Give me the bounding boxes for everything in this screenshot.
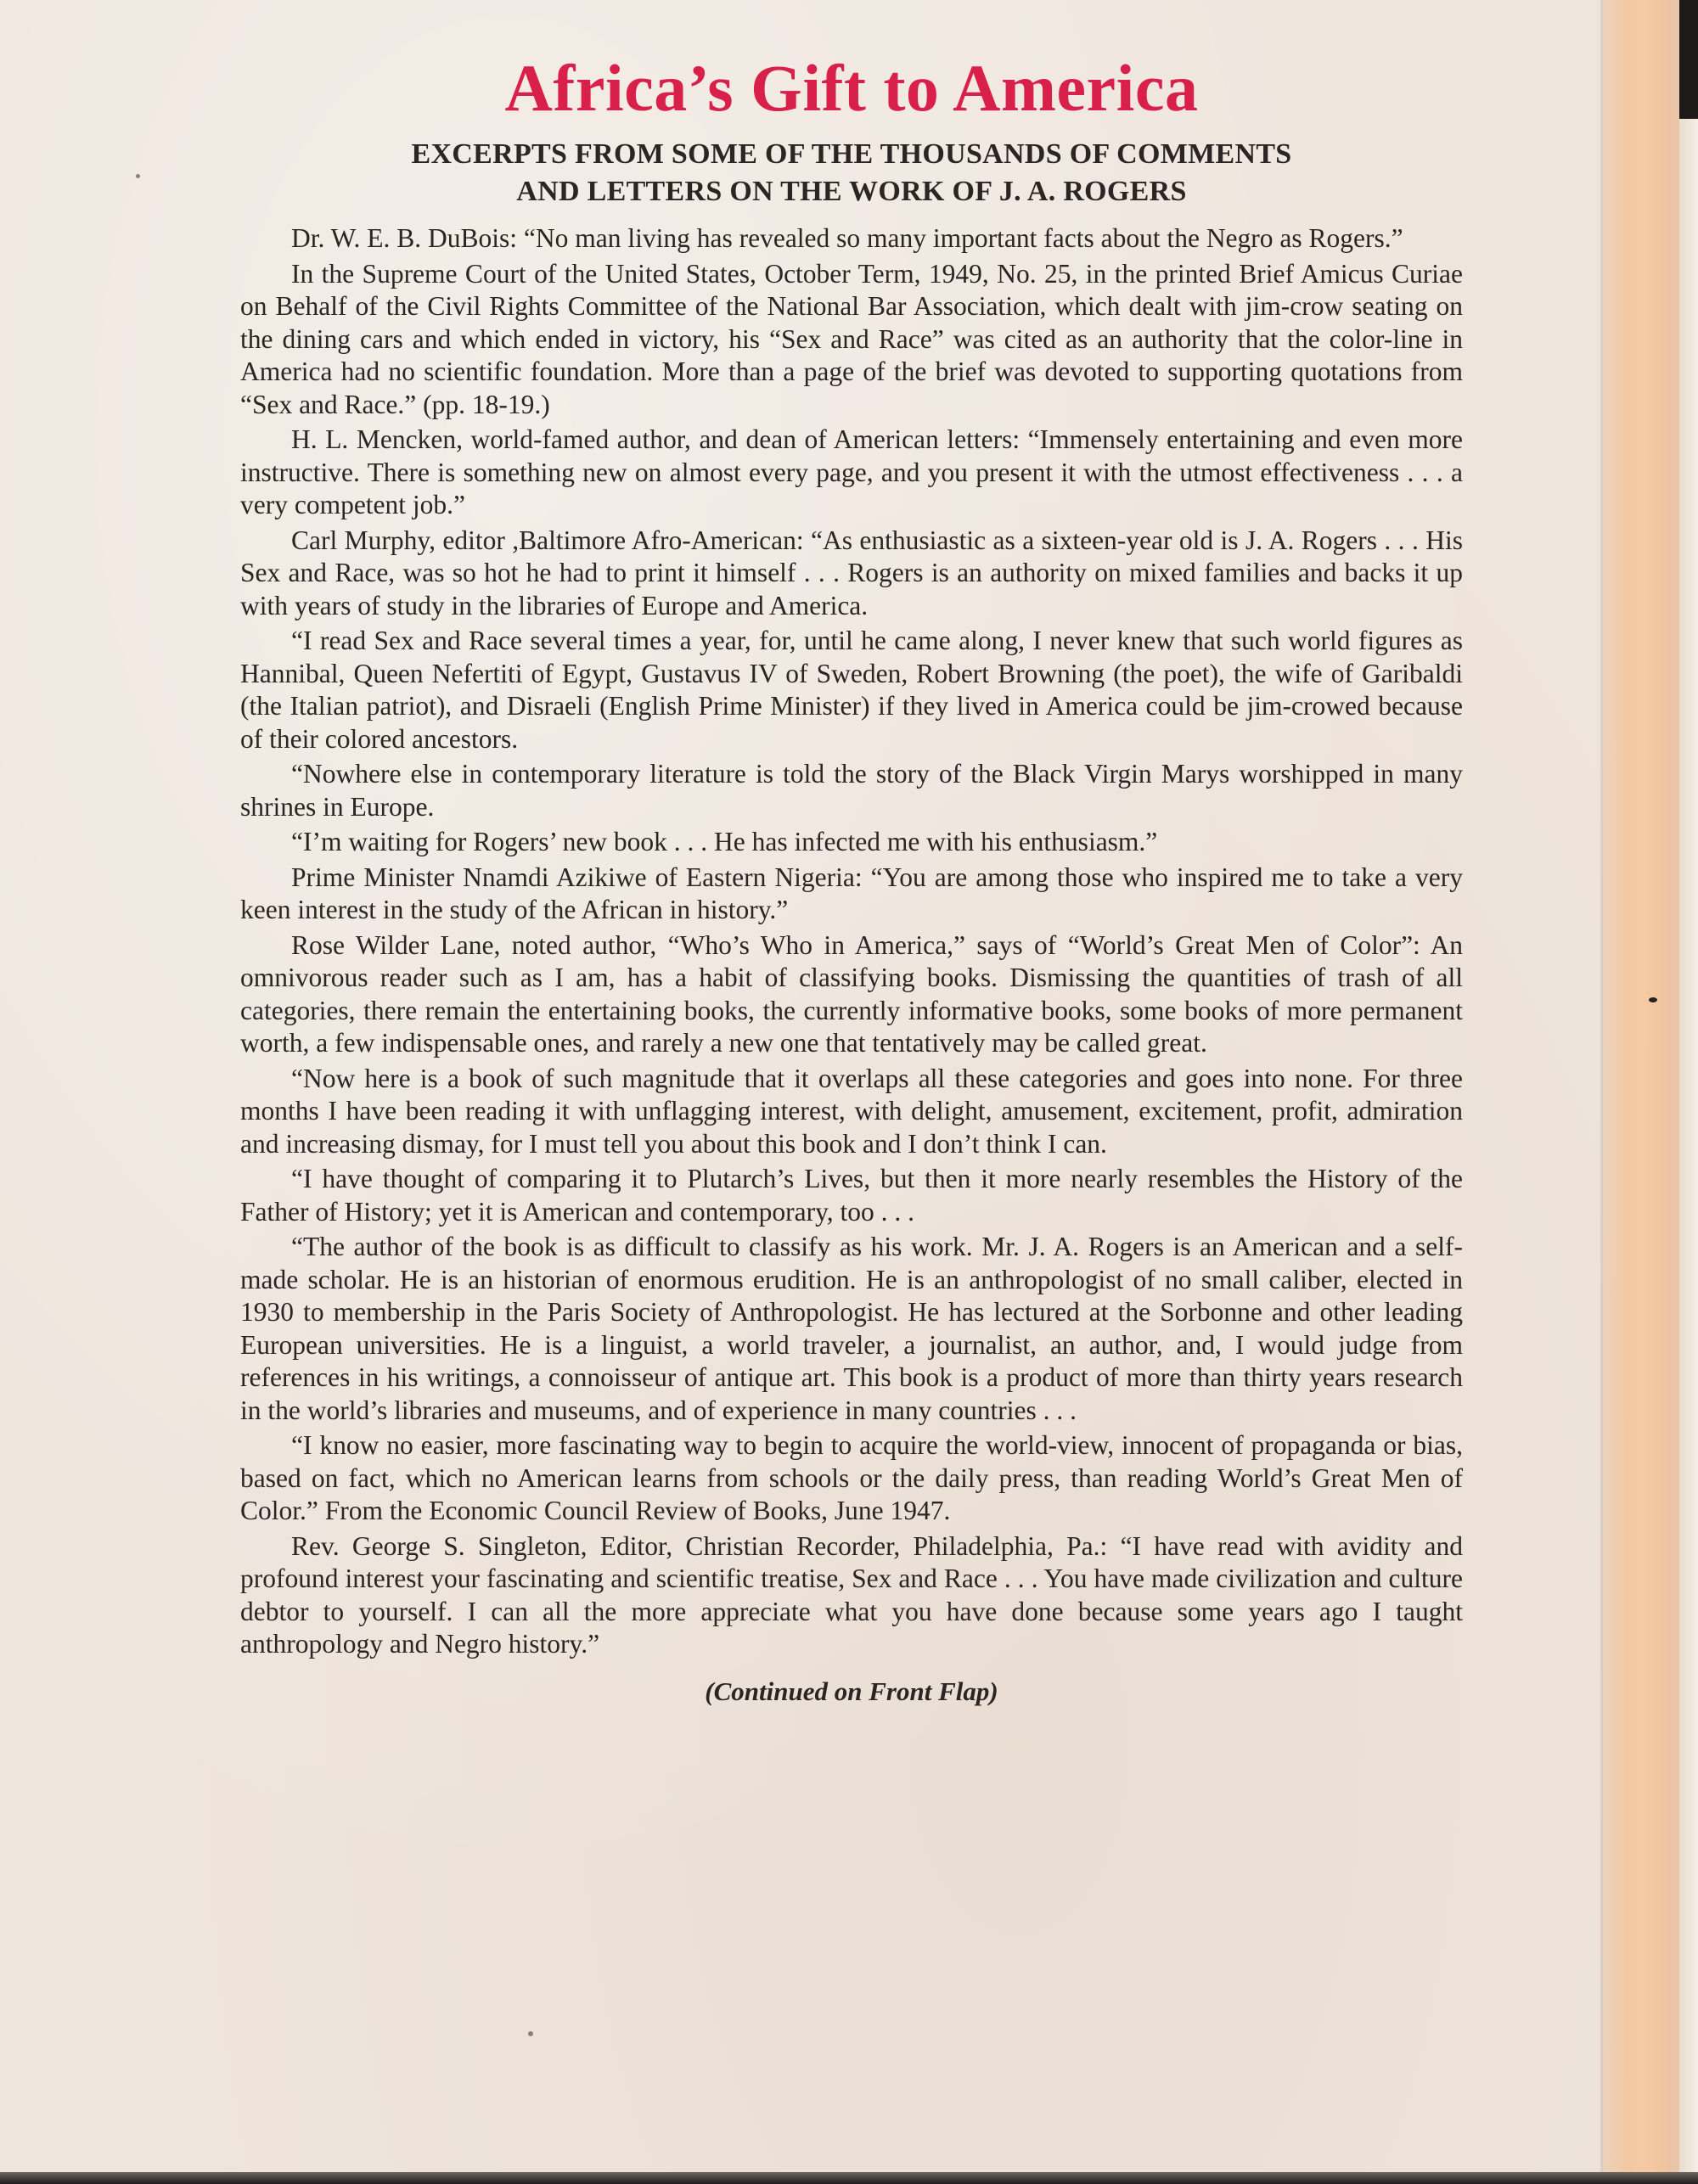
paper-speck [136, 174, 140, 178]
cover-edge-light [1679, 119, 1698, 2184]
excerpt-lane-plutarch: “I have thought of comparing it to Plutarch’s Lives, but then it more nearly resembles the History of the Father of History; yet it is American and contemporary, too . . . [240, 1164, 1463, 1227]
subtitle-line: EXCERPTS FROM SOME OF THE THOUSANDS OF COMMENTS [411, 138, 1292, 170]
continued-note: (Continued on Front Flap) [705, 1676, 998, 1706]
excerpt-murphy-black-virgin: “Nowhere else in contemporary literature is told the story of the Black Virgin Marys worshipped in many shrines in Europe. [240, 759, 1463, 822]
excerpt-lane-author: “The author of the book is as difficult to classify as his work. Mr. J. A. Rogers is an American and a self-made scholar. He is an historian of enormous erudition. He is an anthropologist of no small caliber, elected in 1930 to membership in the Paris Society of Anthropologist. He has lectured at the Sorbonne and other leading European universities. He is a linguist, a world traveler, a journalist, an author, and, I would judge from references in his writings, a connoisseur of antique art. This book is a product of more than thirty years research in the world’s libraries and museums, and of experience in many countries . . . [240, 1232, 1463, 1425]
excerpt-mencken: H. L. Mencken, world-famed author, and dean of American letters: “Immensely entertaining and even more instructive. There is something new on almost every page, and you present it with the utmost effectiveness . . . a very competent job.” [240, 424, 1463, 519]
excerpt-murphy-sex-and-race: “I read Sex and Race several times a year, for, until he came along, I never knew that such world figures as Hannibal, Queen Nefertiti of Egypt, Gustavus IV of Sweden, Robert Browning (the poet), the wife of Garibaldi (the Italian patriot), and Disraeli (English Prime Minister) if they lived in America could be jim-crowed because of their colored ancestors. [240, 626, 1463, 754]
excerpt-lane: Rose Wilder Lane, noted author, “Who’s Who in America,” says of “World’s Great Men of Color”: An omnivorous reader such as I am, has a habit of classifying books. Dismissing the quantities of trash of all categories, there remain the entertaining books, the currently informative books, some books of more permanent worth, a few indispensable ones, and rarely a new one that tentatively may be called great. [240, 929, 1463, 1058]
bottom-edge [0, 2172, 1698, 2184]
paper-speck [1649, 997, 1657, 1002]
excerpt-azikiwe: Prime Minister Nnamdi Azikiwe of Eastern Nigeria: “You are among those who inspired me to take a very keen interest in the study of the African in history.” [240, 862, 1463, 924]
excerpt-supreme-court: In the Supreme Court of the United States, October Term, 1949, No. 25, in the printed Brief Amicus Curiae on Behalf of the Civil Rights Committee of the National Bar Association, which dealt with jim-crow seating on the dining cars and which ended in victory, his “Sex and Race” was cited as an authority that the color-line in America had no scientific foundation. More than a page of the brief was devoted to supporting quotations from “Sex and Race.” (pp. 18-19.) [240, 258, 1463, 419]
excerpt-singleton: Rev. George S. Singleton, Editor, Christian Recorder, Philadelphia, Pa.: “I have read with avidity and profound interest your fascinating and scientific treatise, Sex and Race . . . You have made civilization and culture debtor to yourself. I can all the more appreciate what you have done because some years ago I taught anthropology and Negro history.” [240, 1530, 1463, 1659]
subtitle [240, 136, 1463, 211]
excerpt-murphy-new-book: “I’m waiting for Rogers’ new book . . . He has infected me with his enthusiasm.” [291, 827, 1158, 856]
page-title: Africa’s Gift to America [504, 51, 1199, 125]
paper-speck [528, 2031, 533, 2036]
spine-strip [1603, 0, 1679, 2184]
excerpt-dubois: Dr. W. E. B. DuBois: “No man living has revealed so many important facts about the Negro as Rogers.” [291, 223, 1403, 253]
excerpt-murphy: Carl Murphy, editor ,Baltimore Afro-American: “As enthusiastic as a sixteen-year old is J. A. Rogers . . . His Sex and Race, was so hot he had to print it himself . . . Rogers is an authority on mixed families and backs it up with years of study in the libraries of Europe and America. [240, 525, 1463, 620]
excerpts-content [240, 49, 1463, 1709]
cover-edge-dark [1679, 0, 1698, 119]
excerpt-list [240, 222, 1463, 1661]
excerpt-lane-magnitude: “Now here is a book of such magnitude that it overlaps all these categories and goes into none. For three months I have been reading it with unflagging interest, with delight, amusement, excitement, profit, admiration and increasing dismay, for I must tell you about this book and I don’t think I can. [240, 1063, 1463, 1159]
excerpt-lane-world-view: “I know no easier, more fascinating way to begin to acquire the world-view, innocent of propaganda or bias, based on fact, which no American learns from schools or the daily press, than reading World’s Great Men of Color.” From the Economic Council Review of Books, June 1947. [240, 1430, 1463, 1525]
subtitle-line: AND LETTERS ON THE WORK OF J. A. ROGERS [516, 176, 1187, 207]
